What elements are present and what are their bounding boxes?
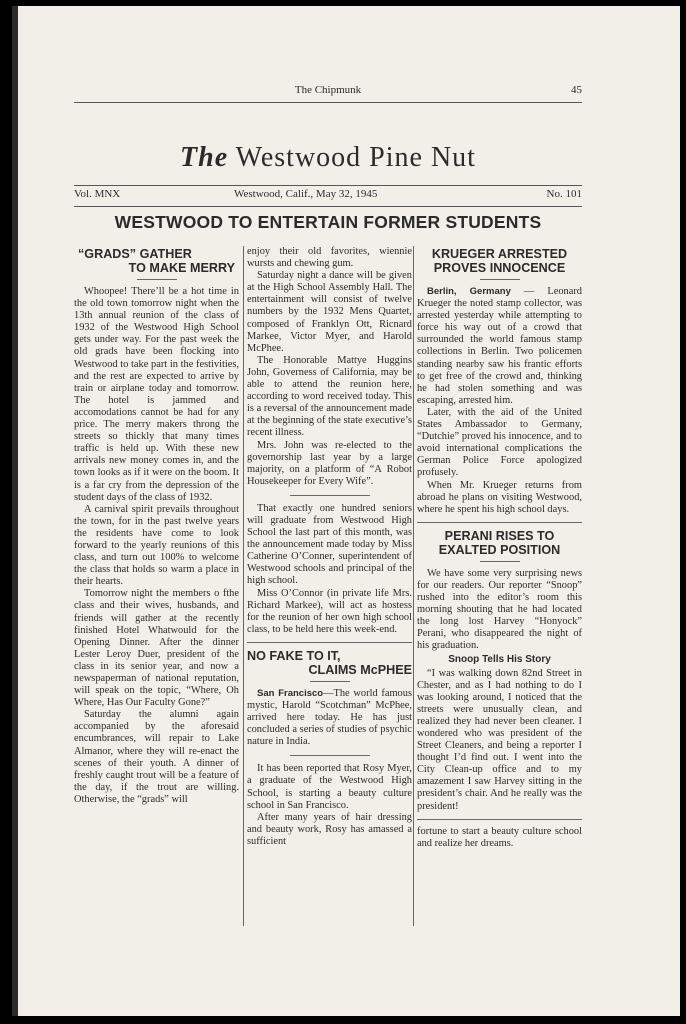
paragraph: Tomorrow night the members o fthe class and their wives, husbands, and friends will gather at the recently finished Hotel Whatwould for the Opening Dinner. After the dinner Lester Leroy Duer, president of the class in its senior year, and now a newspaperman of national reputation, will speak on the topic, “Where, Oh Where, Has Our Faculty Gone?” xyxy=(74,588,239,709)
headline: “GRADS” GATHER xyxy=(78,247,192,261)
header-rule xyxy=(74,102,582,103)
dateline-rule xyxy=(74,206,582,207)
masthead xyxy=(74,142,582,174)
headline: NO FAKE TO IT, xyxy=(247,648,341,663)
divider xyxy=(417,522,582,523)
paragraph: Later, with the aid of the United States Ambassador to Germany, “Dutchie” proved his innocence, and to avoid international complications the German Police Force apologized profusely. xyxy=(417,406,582,479)
headline: PROVES INNOCENCE xyxy=(433,261,566,275)
column-3 xyxy=(417,246,582,926)
paragraph: That exactly one hundred seniors will graduate from Westwood High School the last part of this month, was the announcement made today by Miss Catherine O’Conner, superintendent of Westwood schools and principal of the high school. xyxy=(247,502,412,587)
page-number: 45 xyxy=(571,84,582,96)
divider xyxy=(137,279,177,280)
headline: KRUEGER ARRESTED xyxy=(431,247,568,261)
byline: Berlin, Germany xyxy=(427,286,511,297)
paragraph: The Honorable Mattye Huggins John, Governess of California, may be able to attend the reunion here, according to word received today. This is a reversal of the announcement made at the beginning of the state executive’s recent illness. xyxy=(247,354,412,439)
running-head-title: The Chipmunk xyxy=(294,84,362,96)
headline: TO MAKE MERRY xyxy=(128,261,235,275)
paragraph: It has been reported that Rosy Myer, a graduate of the Westwood High School, is starting a beauty culture school in San Francisco. xyxy=(247,763,412,811)
banner-headline: WESTWOOD TO ENTERTAIN FORMER STUDENTS xyxy=(114,212,542,232)
paragraph-text: —The world famous mystic, Harold “Scotchman” McPhee, arrived here today. He has just concluded a series of studies of psychic nature in India. xyxy=(247,687,412,748)
column-2 xyxy=(247,246,412,926)
issue-number: No. 101 xyxy=(546,188,582,200)
running-head xyxy=(74,84,582,98)
divider xyxy=(417,819,582,820)
paragraph: enjoy their old favorites, wiennie wursts and chewing gum. xyxy=(247,246,412,270)
divider xyxy=(310,681,350,682)
byline: San Francisco xyxy=(257,687,324,699)
paragraph: A carnival spirit prevails throughout the town, for in the past twelve years the residents have come to look forward to the yearly reunions of this class, and turn out 100% to welcome the class that holds so warm a place in their hearts. xyxy=(74,503,239,588)
scan-edge xyxy=(12,6,18,1016)
divider xyxy=(290,495,370,496)
paragraph: Saturday night a dance will be given at the High School Assembly Hall. The entertainment will consist of twelve numbers by the 1932 Mens Quartet, composed of Franklyn Ott, Ricnard Markee, Victor Myer, and Harold McPhee. xyxy=(247,270,412,354)
dateline xyxy=(74,188,582,202)
paragraph: Miss O’Connor (in private life Mrs. Richard Markee), will act as hostess for the reunion of her own high school class, to be held here this week-end. xyxy=(247,587,412,635)
paragraph: Whoopee! There’ll be a hot time in the old town tomorrow night when the 13th annual reunion of the class of 1932 of the Westwood High School gets under way. For the past week the old grads have been flocking into Westwood to take part in the festivities, and the rest are expected to arrive by train or airplane today and tomorrow. The hotel is jammed and accomodations cannot be had for any price. The merry makers throng the streets so thickly that many times traffic is held up. With these new arrivals new money comes in, and the town looks as if it were on the boom. It is a far cry from the depression of the student days of the class of 1932. xyxy=(74,286,239,503)
headline: CLAIMS McPHEE xyxy=(308,662,412,677)
divider xyxy=(290,755,370,756)
paragraph: We have some very surprising news for our readers. Our reporter “Snoop” rushed into the editor’s room this morning shouting that he had located the long lost Harvey “Honyock” Perani, who disappeared the night of his graduation. xyxy=(417,567,582,652)
paragraph: “I was walking down 82nd Street in Chester, and as I had nothing to do I was looking around, I noticed that the streets were unusually clean, and realized they had never been cleaner. I wondered who was president of the Street Cleaners, and being a reporter I thought I’d find out. I went into the City Clean-up office and to my amazement I saw Harvey sitting in the president’s chair. And he really was the president! xyxy=(417,667,582,812)
paragraph: Mrs. John was re-elected to the governorship last year by a large majority, on a platform of “A Robot Housekeeper for Every Wife”. xyxy=(247,439,412,487)
headline: EXALTED POSITION xyxy=(438,542,561,557)
subheadline: Snoop Tells His Story xyxy=(448,654,551,666)
paragraph: When Mr. Krueger returns from abroad he plans on visiting Westwood, where he spent his high school days. xyxy=(417,479,582,515)
paragraph-text: — Leonard Krueger the noted stamp collector, was arrested yesterday while attempting to force his way out of a crowd that surrounded the world famous stamp collections in Berlin. Two policemen standing nearby saw his frantic efforts to get free of the crowd and, thinking he had stolen something and was escaping, arrested him. xyxy=(417,286,582,406)
place-date: Westwood, Calif., May 32, 1945 xyxy=(234,188,378,200)
volume: Vol. MNX xyxy=(74,188,121,200)
column-rule xyxy=(243,246,244,926)
masthead-article: The xyxy=(180,142,229,173)
paragraph: fortune to start a beauty culture school and realize her dreams. xyxy=(417,825,582,849)
masthead-name: Westwood Pine Nut xyxy=(235,142,476,173)
divider xyxy=(480,561,520,562)
newspaper-page xyxy=(12,6,680,1016)
paragraph: Saturday the alumni again accompanied by the aforesaid encumbrances, will repair to Lake Almanor, where they will re-enact the scenes of their youth. A dinner of freshly caught trout will be a feature of the day, if the trout are willing. Otherwise, the “grads” will xyxy=(74,709,239,805)
divider xyxy=(247,642,412,643)
masthead-rule xyxy=(74,185,582,186)
paragraph: After many years of hair dressing and beauty work, Rosy has amassed a sufficient xyxy=(247,811,412,847)
headline: PERANI RISES TO xyxy=(444,528,555,543)
column-1 xyxy=(74,246,239,926)
divider xyxy=(480,279,520,280)
column-rule xyxy=(413,246,414,926)
